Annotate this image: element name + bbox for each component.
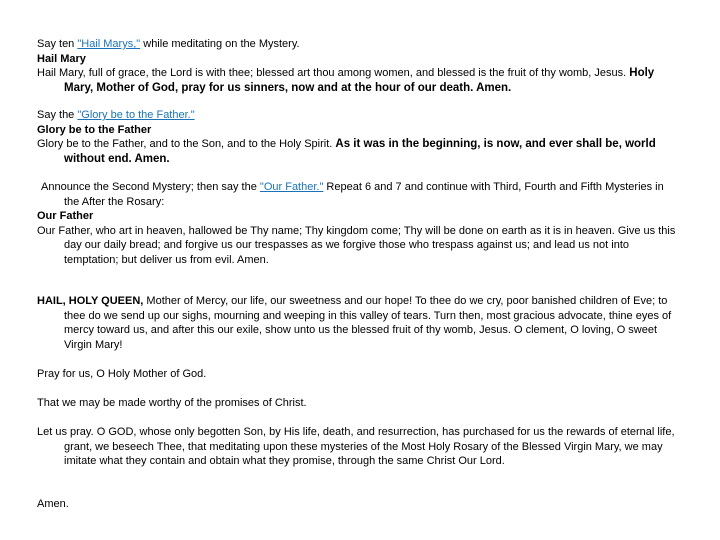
glory-be-section xyxy=(37,108,677,166)
hail-marys-link[interactable]: "Hail Marys," xyxy=(77,38,141,50)
our-father-heading: Our Father xyxy=(37,210,94,222)
hail-holy-queen-lead: HAIL, HOLY QUEEN, xyxy=(37,295,144,307)
glory-be-link[interactable]: "Glory be to the Father." xyxy=(77,109,195,121)
hail-mary-prayer-bold: Holy Mary, Mother of God, pray for us sinners, now and at the hour of our death. Amen. xyxy=(64,67,655,94)
hail-mary-instruction: Say ten "Hail Marys," while meditating on the Mystery. xyxy=(37,38,300,50)
our-father-instruction: Announce the Second Mystery; then say the "Our Father." Repeat 6 and 7 and continue with Third, Fourth and Fifth Mysteries in the After the Rosary: xyxy=(41,181,664,208)
glory-be-prayer: Glory be to the Father, and to the Son, and to the Holy Spirit. As it was in the beginning, is now, and ever shall be, world without end. Amen. xyxy=(37,138,656,165)
amen-wrap xyxy=(37,497,677,512)
our-father-link[interactable]: "Our Father." xyxy=(259,181,324,193)
hail-mary-prayer: Hail Mary, full of grace, the Lord is with thee; blessed art thou among women, and blessed is the fruit of thy womb, Jesus. Holy Mary, Mother of God, pray for us sinners, now and at the hour of our death. Amen. xyxy=(37,67,655,94)
glory-be-prayer-bold: As it was in the beginning, is now, and ever shall be, world without end. Amen. xyxy=(64,138,656,165)
let-us-pray-prayer: Let us pray. O GOD, whose only begotten Son, by His life, death, and resurrection, has purchased for us the rewards of eternal life, grant, we beseech Thee, that meditating upon these mysteries of the Most Holy Rosary of the Blessed Virgin Mary, we may imitate what they contain and obtain what they promise, through the same Christ Our Lord. xyxy=(37,426,675,467)
hail-mary-heading: Hail Mary xyxy=(37,52,86,65)
pray-for-us-line: Pray for us, O Holy Mother of God. xyxy=(37,368,207,380)
hail-holy-queen-section xyxy=(37,294,677,352)
worthy-line: That we may be made worthy of the promises of Christ. xyxy=(37,397,307,409)
worthy-wrap xyxy=(37,396,677,411)
glory-be-heading: Glory be to the Father xyxy=(37,123,152,136)
glory-be-instruction: Say the "Glory be to the Father." xyxy=(37,109,195,121)
hail-mary-section xyxy=(37,37,677,95)
amen-line: Amen. xyxy=(37,498,69,510)
our-father-prayer: Our Father, who art in heaven, hallowed be Thy name; Thy kingdom come; Thy will be done on earth as it is in heaven. Give us this day our daily bread; and forgive us our trespasses as we forgive those who trespass against us; and lead us not into temptation; but deliver us from evil. Amen. xyxy=(37,224,676,266)
pray-for-us-wrap xyxy=(37,367,677,382)
let-us-pray-wrap xyxy=(37,425,677,469)
our-father-section xyxy=(37,180,677,267)
hail-holy-queen-prayer: HAIL, HOLY QUEEN, Mother of Mercy, our life, our sweetness and our hope! To thee do we cry, poor banished children of Eve; to thee do we send up our sighs, mourning and weeping in this valley of tears. Turn then, most gracious advocate, thine eyes of mercy toward us, and after this our exile, show unto us the blessed fruit of thy womb, Jesus. O clement, O loving, O sweet Virgin Mary! xyxy=(37,295,672,351)
